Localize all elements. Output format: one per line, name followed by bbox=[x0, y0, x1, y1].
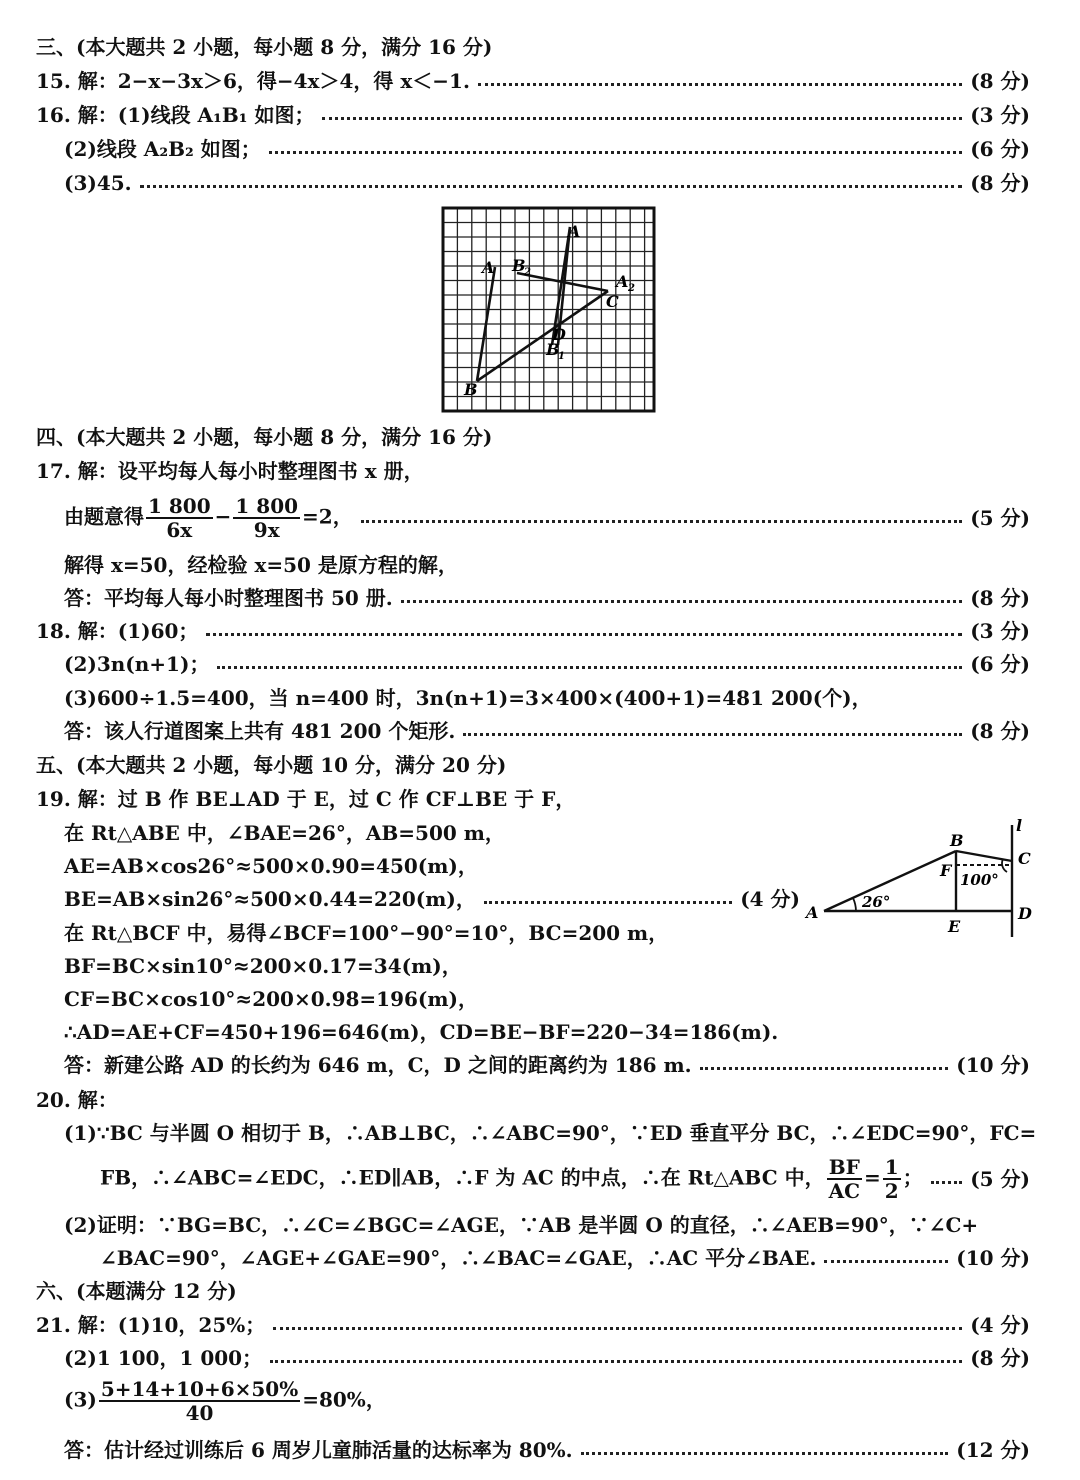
q18-l4: 答：该人行道图案上共有 481 200 个矩形. bbox=[64, 719, 456, 743]
q19-l5: 在 Rt△BCF 中，易得∠BCF=100°−90°=10°，BC=200 m， bbox=[64, 921, 669, 945]
q19-l1: 19. 解：过 B 作 BE⊥AD 于 E，过 C 作 CF⊥BE 于 F， bbox=[36, 787, 576, 811]
dot-leader bbox=[931, 1181, 962, 1184]
q20-l1: (1)∵BC 与半圆 O 相切于 B，∴AB⊥BC，∴∠ABC=90°，∵ED 垂直平分 BC，∴∠EDC=90°，FC= bbox=[64, 1121, 1037, 1145]
q18-s1: (3 分) bbox=[970, 619, 1030, 643]
q16-s3: (8 分) bbox=[970, 171, 1030, 195]
q15-score: (8 分) bbox=[970, 69, 1030, 93]
angle-arc-26 bbox=[853, 898, 856, 911]
section-4-heading: 四、(本大题共 2 小题，每小题 8 分，满分 16 分) bbox=[36, 425, 493, 449]
dot-leader bbox=[401, 600, 962, 603]
q16-s1: (3 分) bbox=[970, 103, 1030, 127]
q20-s2: (5 分) bbox=[970, 1166, 1030, 1191]
dot-leader bbox=[217, 666, 962, 669]
q19-l2: 在 Rt△ABE 中，∠BAE=26°，AB=500 m， bbox=[64, 821, 505, 845]
q20-line-2 bbox=[100, 1152, 1030, 1206]
dot-leader bbox=[269, 151, 962, 154]
label-A2-sub: 2 bbox=[628, 283, 635, 294]
q18-s2: (6 分) bbox=[970, 652, 1030, 676]
q19-figure bbox=[800, 815, 1040, 940]
q19-s9: (10 分) bbox=[956, 1053, 1030, 1077]
frac-1: 1 bbox=[884, 1155, 899, 1179]
q19-l6: BF=BC×sin10°≈200×0.17=34(m)， bbox=[64, 954, 462, 978]
frac-q21-num: 5+14+10+6×50% bbox=[100, 1377, 299, 1401]
q20-l4: ∠BAC=90°，∠AGE+∠GAE=90°，∴∠BAC=∠GAE，∴AC 平分∠BAE. bbox=[100, 1246, 817, 1270]
q17-s2: (5 分) bbox=[970, 505, 1030, 530]
q20-l2-post: ； bbox=[902, 1165, 923, 1190]
fig-label-C: C bbox=[1018, 849, 1031, 868]
label-A1: A bbox=[568, 222, 581, 241]
q16-line-3 bbox=[64, 168, 1030, 198]
q21-line-2 bbox=[64, 1343, 1030, 1373]
frac-ac: AC bbox=[828, 1179, 861, 1203]
q16-line-1 bbox=[36, 100, 1030, 130]
q16-s2: (6 分) bbox=[970, 137, 1030, 161]
q18-line-4 bbox=[64, 716, 1030, 746]
q20-l2-pre: FB，∴∠ABC=∠EDC，∴ED∥AB，∴F 为 AC 的中点，∴在 Rt△ABC 中， bbox=[100, 1165, 825, 1190]
label-B: B bbox=[464, 380, 478, 399]
q17-minus: − bbox=[214, 504, 232, 529]
fig-angle-100: 100° bbox=[960, 871, 999, 889]
frac2-den: 9x bbox=[253, 518, 280, 542]
q19-s4: (4 分) bbox=[740, 887, 800, 911]
dot-leader bbox=[581, 1452, 949, 1455]
dot-leader bbox=[478, 83, 962, 86]
q17-line-2 bbox=[64, 493, 1030, 543]
q15-line bbox=[36, 66, 1030, 96]
fig-label-B: B bbox=[950, 831, 964, 850]
dot-leader bbox=[484, 901, 732, 904]
label-A2: A bbox=[616, 272, 629, 291]
q17-l3: 解得 x=50，经检验 x=50 是原方程的解， bbox=[64, 553, 458, 577]
frac-q21-den: 40 bbox=[185, 1401, 214, 1425]
label-B1-sub: 1 bbox=[558, 351, 565, 362]
section-6-heading: 六、(本题满分 12 分) bbox=[36, 1279, 237, 1303]
frac1-den: 6x bbox=[166, 518, 193, 542]
dot-leader bbox=[273, 1327, 962, 1330]
label-A: A bbox=[482, 258, 495, 277]
label-B2: B bbox=[512, 256, 526, 275]
grid-figure bbox=[440, 205, 658, 415]
q20-l3: (2)证明：∵BG=BC，∴∠C=∠BGC=∠AGE，∵AB 是半圆 O 的直径，∴∠AEB=90°，∵∠C+ bbox=[64, 1213, 979, 1237]
q18-l3: (3)600÷1.5=400，当 n=400 时，3n(n+1)=3×400×(400+1)=481 200(个)， bbox=[64, 686, 872, 710]
fig-label-D: D bbox=[1018, 904, 1032, 923]
q18-line-1 bbox=[36, 616, 1030, 646]
q16-l2: (2)线段 A₂B₂ 如图； bbox=[64, 137, 261, 161]
label-B2-sub: 2 bbox=[524, 267, 531, 278]
q17-l2-pre: 由题意得 bbox=[64, 504, 144, 529]
frac2-num: 1 800 bbox=[235, 494, 299, 518]
q21-line-4 bbox=[64, 1435, 1030, 1465]
q21-line-1 bbox=[36, 1310, 1030, 1340]
q20-l0: 20. 解： bbox=[36, 1088, 118, 1112]
q21-s2: (8 分) bbox=[970, 1346, 1030, 1370]
q21-l4: 答：估计经过训练后 6 周岁儿童肺活量的达标率为 80%. bbox=[64, 1438, 573, 1462]
q20-eq: = bbox=[864, 1165, 881, 1190]
q17-l4: 答：平均每人每小时整理图书 50 册. bbox=[64, 586, 393, 610]
q18-line-2 bbox=[64, 649, 1030, 679]
label-B1: B bbox=[546, 340, 560, 359]
fig-label-E: E bbox=[948, 917, 961, 936]
frac-bf: BF bbox=[828, 1155, 860, 1179]
q16-l3: (3)45. bbox=[64, 171, 132, 195]
dot-leader bbox=[270, 1360, 962, 1363]
q15-text: 15. 解：2−x−3x＞6，得−4x＞4，得 x＜−1. bbox=[36, 69, 470, 93]
fraction-2 bbox=[233, 495, 300, 541]
q19-l8: ∴AD=AE+CF=450+196=646(m)，CD=BE−BF=220−34=186(m). bbox=[64, 1020, 779, 1044]
label-D: D bbox=[552, 325, 566, 344]
q16-line-2 bbox=[64, 134, 1030, 164]
fig-label-l: l bbox=[1016, 816, 1023, 835]
q21-s4: (12 分) bbox=[956, 1438, 1030, 1462]
fraction-1 bbox=[146, 495, 213, 541]
fraction-half bbox=[883, 1156, 901, 1202]
q21-l3-post: =80%， bbox=[302, 1387, 386, 1412]
q19-line-9 bbox=[64, 1050, 1030, 1080]
q19-l9: 答：新建公路 AD 的长约为 646 m，C，D 之间的距离约为 186 m. bbox=[64, 1053, 692, 1077]
fig-label-A: A bbox=[806, 903, 819, 922]
q17-l2-post: =2， bbox=[302, 504, 353, 529]
q20-line-4 bbox=[100, 1243, 1030, 1273]
section-5-heading: 五、(本大题共 2 小题，每小题 10 分，满分 20 分) bbox=[36, 753, 507, 777]
q18-l2: (2)3n(n+1)； bbox=[64, 652, 210, 676]
dot-leader bbox=[140, 185, 963, 188]
fig-angle-26: 26° bbox=[862, 893, 891, 911]
q20-l2-text bbox=[100, 1156, 923, 1202]
dot-leader bbox=[322, 117, 962, 120]
dot-leader bbox=[361, 520, 962, 523]
fraction-bf-ac bbox=[827, 1156, 862, 1202]
frac-2: 2 bbox=[884, 1179, 899, 1203]
q18-l1: 18. 解：(1)60； bbox=[36, 619, 199, 643]
q21-line-3 bbox=[64, 1378, 1080, 1432]
q17-l1: 17. 解：设平均每人每小时整理图书 x 册， bbox=[36, 459, 424, 483]
q17-s4: (8 分) bbox=[970, 586, 1030, 610]
q21-l3-pre: (3) bbox=[64, 1387, 97, 1412]
q21-s1: (4 分) bbox=[970, 1313, 1030, 1337]
q17-line-4 bbox=[64, 583, 1030, 613]
q21-l1: 21. 解：(1)10，25%； bbox=[36, 1313, 266, 1337]
q19-l3: AE=AB×cos26°≈500×0.90=450(m)， bbox=[64, 854, 478, 878]
q17-l2-text bbox=[64, 495, 353, 541]
dot-leader bbox=[463, 733, 962, 736]
fig-label-F: F bbox=[940, 861, 952, 880]
label-C: C bbox=[606, 292, 619, 311]
dot-leader bbox=[700, 1067, 949, 1070]
q18-s4: (8 分) bbox=[970, 719, 1030, 743]
section-3-heading: 三、(本大题共 2 小题，每小题 8 分，满分 16 分) bbox=[36, 35, 493, 59]
fraction-q21 bbox=[99, 1378, 300, 1424]
frac1-num: 1 800 bbox=[148, 494, 211, 518]
dot-leader bbox=[206, 633, 962, 636]
q21-l2: (2)1 100，1 000； bbox=[64, 1346, 263, 1370]
q19-l4: BE=AB×sin26°≈500×0.44=220(m)， bbox=[64, 887, 476, 911]
dot-leader bbox=[824, 1260, 948, 1263]
q19-l7: CF=BC×cos10°≈200×0.98=196(m)， bbox=[64, 987, 479, 1011]
q20-s4: (10 分) bbox=[956, 1246, 1030, 1270]
q16-l1: 16. 解：(1)线段 A₁B₁ 如图； bbox=[36, 103, 315, 127]
q19-line-4 bbox=[64, 884, 800, 914]
